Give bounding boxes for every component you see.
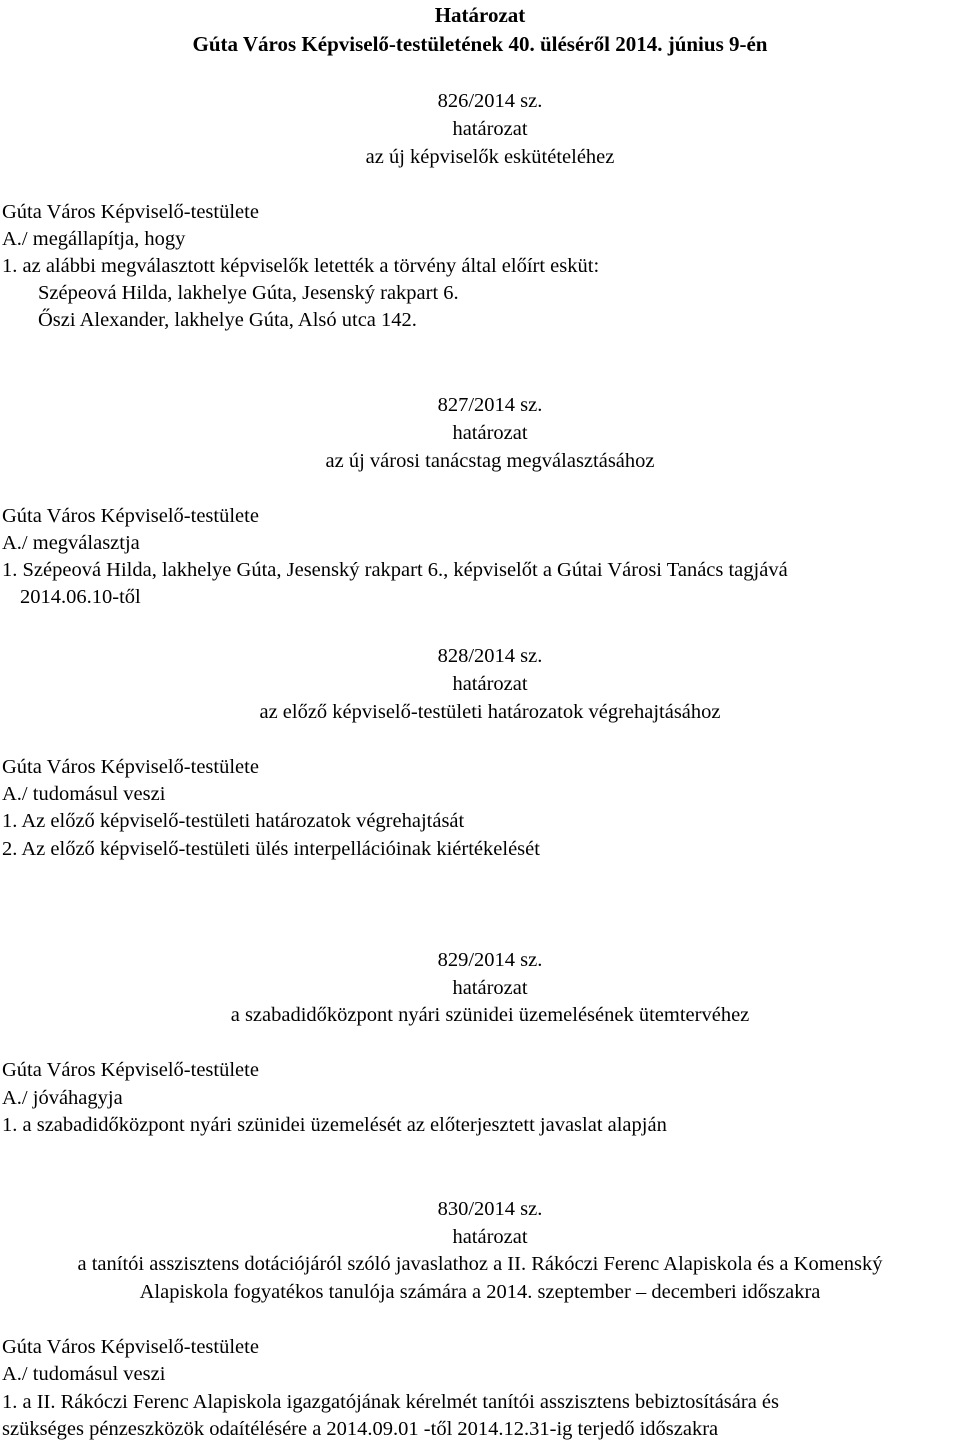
- resolution-number: 827/2014 sz.: [437, 394, 543, 416]
- resolution-kind: határozat: [452, 673, 528, 695]
- resolution-section: A./ tudomásul veszi: [2, 783, 166, 805]
- resolution-number: 830/2014 sz.: [437, 1198, 543, 1220]
- resolution-kind: határozat: [452, 422, 528, 444]
- resolution-subject: a tanítói asszisztens dotációjáról szóló javaslathoz a II. Rákóczi Ferenc Alapiskola és a Komenský: [77, 1253, 883, 1275]
- resolution-kind: határozat: [452, 118, 528, 140]
- resolution-body: Gúta Város Képviselő-testülete: [2, 201, 259, 223]
- resolution-subject: az új városi tanácstag megválasztásához: [325, 450, 655, 472]
- resolution-section: A./ tudomásul veszi: [2, 1363, 166, 1385]
- resolution-section: A./ megválasztja: [2, 532, 140, 554]
- resolution-item: 1. Szépeová Hilda, lakhelye Gúta, Jesenský rakpart 6., képviselőt a Gútai Városi Tanács tagjává: [2, 559, 788, 581]
- resolution-section: A./ jóváhagyja: [2, 1087, 123, 1109]
- resolution-kind: határozat: [452, 977, 528, 999]
- resolution-kind: határozat: [452, 1226, 528, 1248]
- resolution-item: 1. a szabadidőközpont nyári szünidei üzemelését az előterjesztett javaslat alapján: [2, 1114, 667, 1136]
- resolution-item: 2014.06.10-től: [20, 586, 141, 608]
- resolution-body: Gúta Város Képviselő-testülete: [2, 1059, 259, 1081]
- resolution-number: 826/2014 sz.: [437, 90, 543, 112]
- document-title: Határozat: [434, 3, 526, 27]
- resolution-item: 1. Az előző képviselő-testületi határozatok végrehajtását: [2, 810, 465, 832]
- resolution-section: A./ megállapítja, hogy: [2, 228, 186, 250]
- resolution-number: 828/2014 sz.: [437, 645, 543, 667]
- resolution-subject: Alapiskola fogyatékos tanulója számára a 2014. szeptember – decemberi időszakra: [139, 1281, 821, 1303]
- resolution-number: 829/2014 sz.: [437, 949, 543, 971]
- resolution-body: Gúta Város Képviselő-testülete: [2, 1336, 259, 1358]
- resolution-item: 2. Az előző képviselő-testületi ülés interpellációinak kiértékelését: [2, 838, 540, 860]
- resolution-item: Szépeová Hilda, lakhelye Gúta, Jesenský rakpart 6.: [38, 282, 459, 304]
- resolution-item: szükséges pénzeszközök odaítélésére a 2014.09.01 -től 2014.12.31-ig terjedő időszakra: [2, 1418, 719, 1440]
- resolution-subject: az előző képviselő-testületi határozatok végrehajtásához: [259, 701, 721, 723]
- resolution-body: Gúta Város Képviselő-testülete: [2, 756, 259, 778]
- document-subtitle: Gúta Város Képviselő-testületének 40. üléséről 2014. június 9-én: [192, 32, 768, 56]
- resolution-item: 1. az alábbi megválasztott képviselők letették a törvény által előírt esküt:: [2, 255, 600, 277]
- resolution-item: 1. a II. Rákóczi Ferenc Alapiskola igazgatójának kérelmét tanítói asszisztens bebiztosítására és: [2, 1391, 780, 1413]
- resolution-item: Őszi Alexander, lakhelye Gúta, Alsó utca 142.: [38, 309, 417, 331]
- resolution-body: Gúta Város Képviselő-testülete: [2, 505, 259, 527]
- resolution-subject: a szabadidőközpont nyári szünidei üzemelésének ütemtervéhez: [230, 1004, 750, 1026]
- resolution-subject: az új képviselők eskütételéhez: [365, 146, 615, 168]
